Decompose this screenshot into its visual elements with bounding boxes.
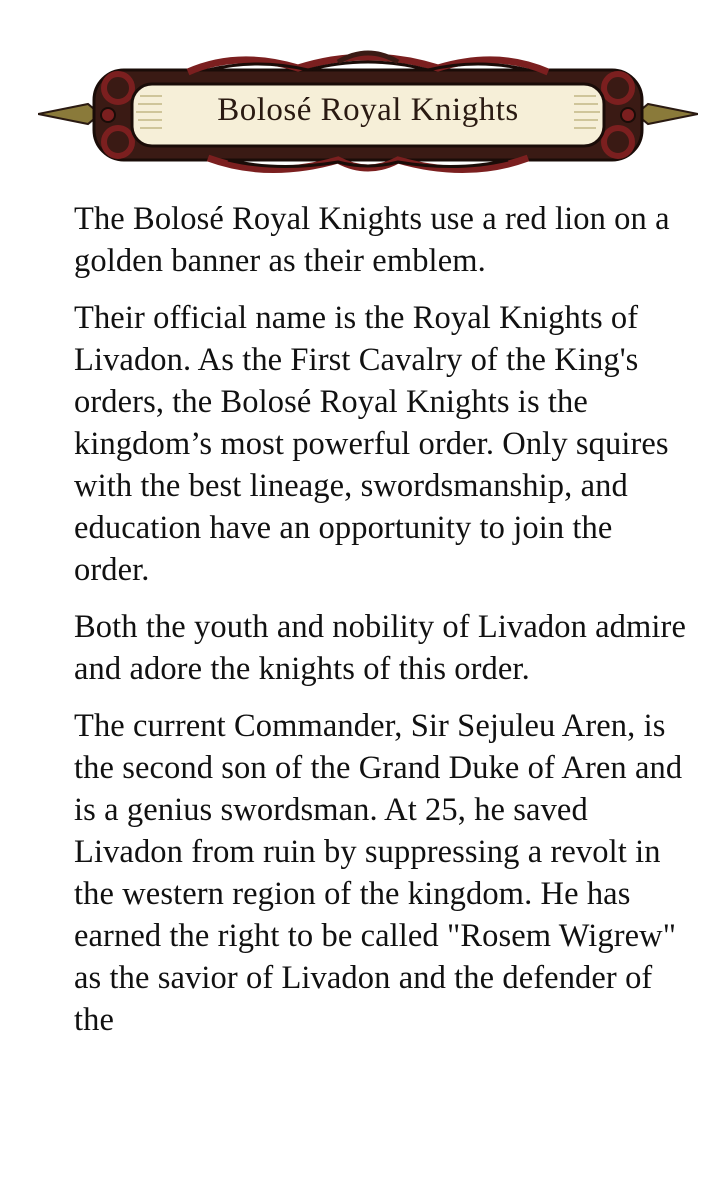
paragraph-emblem: The Bolosé Royal Knights use a red lion on a golden banner as their emblem. — [74, 201, 670, 279]
banner-title: Bolosé Royal Knights — [217, 92, 519, 128]
paragraph-admiration: Both the youth and nobility of Livadon admire and adore the knights of this order. — [74, 609, 686, 687]
paragraph-commander: The current Commander, Sir Sejuleu Aren, is the second son of the Grand Duke of Aren and is a genius swordsman. At 25, he saved Livadon from ruin by suppressing a revolt in the western region of the kingdom. He has earned the right to be called "Rosem Wigrew" as the savior of Livadon and the defender of the — [74, 708, 683, 1038]
paragraph-official-name: Their official name is the Royal Knights of Livadon. As the First Cavalry of the King's orders, the Bolosé Royal Knights is the kingdom’s most powerful order. Only squires with the best lineage, swordsmanship, and education have an opportunity to join the order. — [74, 300, 669, 588]
article-body — [74, 198, 694, 1056]
title-banner — [38, 40, 698, 188]
